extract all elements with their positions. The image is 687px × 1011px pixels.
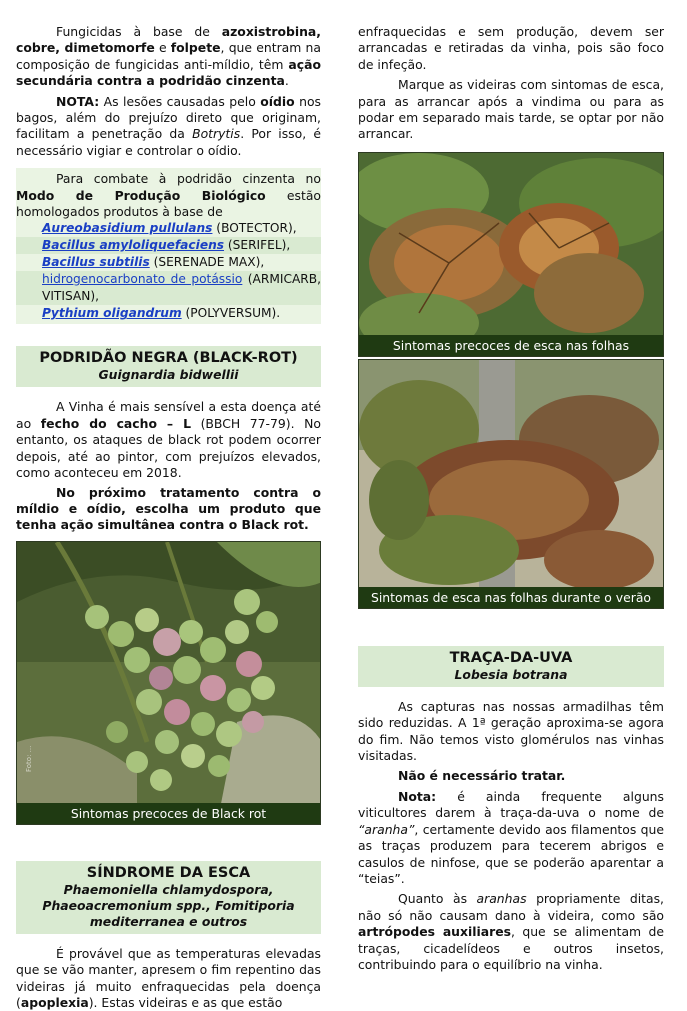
section-subtitle: Guignardia bidwellii <box>98 367 239 383</box>
photo-credit: Foto: ... <box>25 745 33 772</box>
bio-item <box>16 254 321 271</box>
section-title: SÍNDROME DA ESCA <box>86 864 251 881</box>
biological-products-box <box>16 168 321 324</box>
text-bold: Não é necessário tratar. <box>398 768 566 784</box>
photo-caption: Sintomas precoces de esca nas folhas <box>359 335 663 356</box>
text: É provável que as temperaturas elevadas que se vão manter, apresem o fim repentino das videiras já muito enfraquecidas pela doença ( <box>16 945 321 1010</box>
text: (POLYVERSUM). <box>181 306 281 321</box>
text: propriamente ditas, não só não causam dano à videira, como são <box>358 891 664 923</box>
text: . Por isso, é necessário vigiar e controlar o oídio. <box>16 126 321 158</box>
text: ). Estas videiras e as que estão <box>88 994 283 1010</box>
paragraph-traca-nota <box>358 789 664 887</box>
grape-cluster-image <box>17 542 321 824</box>
text-bold: apoplexia <box>20 994 89 1010</box>
paragraph-esca-marking: Marque as videiras com sintomas de esca, para as arrancar após a vindima ou para as podar em separado mais tarde, se optar por não arrancar. <box>358 77 664 142</box>
bio-item <box>16 220 321 237</box>
bio-link[interactable]: Pythium oligandrum <box>42 306 182 321</box>
text-bold: No próximo tratamento contra o míldio e oídio, escolha um produto que tenha ação simultânea contra o Black rot. <box>16 484 321 533</box>
photo-caption: Sintomas de esca nas folhas durante o verão <box>359 587 663 608</box>
text-bold: folpete <box>170 40 221 56</box>
text: , que se alimentam de traças, cicadelídeos e outros insetos, contribuindo para o equilíbrio na vinha. <box>358 924 664 972</box>
text: Para combate à podridão cinzenta no <box>56 171 321 187</box>
text: , que entram na composição de fungicidas anti-míldio, têm <box>16 40 321 72</box>
text: (ARMICARB, VITISAN), <box>42 272 321 304</box>
text-bold: artrópodes auxiliares <box>358 924 511 940</box>
text-bold: NOTA: <box>56 93 100 109</box>
text-bold: fecho do cacho – L <box>40 415 191 431</box>
text: . <box>284 73 289 89</box>
section-subtitle: Lobesia botrana <box>454 666 568 682</box>
section-title: TRAÇA-DA-UVA <box>449 649 573 666</box>
paragraph-fungicides <box>16 24 321 90</box>
bio-item <box>16 271 321 305</box>
esca-early-photo <box>358 152 664 357</box>
section-header-blackrot <box>16 346 321 387</box>
paragraph-traca-no-treatment <box>358 768 664 784</box>
text: Fungicidas à base de <box>56 24 222 39</box>
text: A Vinha é mais sensível a esta doença até ao <box>16 399 321 431</box>
vine-leaves-image <box>359 153 664 356</box>
text-bold: oídio <box>260 93 295 109</box>
bio-link[interactable]: Bacillus amyloliquefaciens <box>42 238 225 253</box>
bio-item <box>16 237 321 254</box>
bio-link[interactable]: Aureobasidium pullulans <box>42 221 213 236</box>
text: (BOTECTOR), <box>212 221 297 236</box>
text-bold: azoxistrobina, cobre, dimetomorfe <box>16 24 321 56</box>
bio-link[interactable]: Bacillus subtilis <box>42 255 150 270</box>
text-italic: aranhas <box>476 891 527 907</box>
paragraph-blackrot-sensitivity <box>16 399 321 481</box>
paragraph-traca-captures: As capturas nas nossas armadilhas têm sido reduzidas. A 1ª geração aproxima-se agora do fim. Não temos visto glomérulos nas vinhas visitadas. <box>358 698 664 764</box>
text: Quanto às <box>398 891 477 907</box>
text: (SERIFEL), <box>224 238 291 253</box>
text: , certamente devido aos filamentos que as traças produzem para tecerem abrigos e casulos de ninfose, que se poderão aparentar a “teias”. <box>358 821 664 886</box>
text: é ainda frequente alguns viticultores darem à traça-da-uva o nome de <box>358 788 664 821</box>
left-column <box>16 0 321 1011</box>
text-bold: ação secundária contra a podridão cinzenta <box>16 56 321 89</box>
text-bold: Nota: <box>398 788 437 804</box>
right-column <box>358 0 664 973</box>
paragraph-blackrot-advice <box>16 485 321 534</box>
paragraph-esca-apoplexy <box>16 946 321 1011</box>
text-italic: “aranha” <box>358 821 415 837</box>
bio-intro <box>16 171 321 220</box>
section-title: PODRIDÃO NEGRA (BLACK-ROT) <box>39 350 298 367</box>
text-bold: Modo de Produção Biológico <box>16 187 266 203</box>
section-subtitle: Phaemoniella chlamydospora, Phaeoacremonium spp., Fomitiporia mediterranea e outros <box>42 881 295 929</box>
vine-summer-image <box>359 360 664 608</box>
text: (BBCH 77-79). No entanto, os ataques de black rot podem ocorrer depois, até ao pintor, com prejuízos elevados, como aconteceu em 2018. <box>16 415 321 481</box>
text: nos bagos, além do prejuízo direto que originam, facilitam a penetração da <box>16 93 321 142</box>
photo-caption: Sintomas precoces de Black rot <box>17 803 320 824</box>
blackrot-photo <box>16 541 321 825</box>
esca-summer-photo <box>358 359 664 609</box>
paragraph-traca-aranhas <box>358 891 664 973</box>
text-italic: Botrytis <box>192 126 241 142</box>
text: As lesões causadas pelo <box>99 93 261 109</box>
bio-link[interactable]: hidrogenocarbonato de potássio <box>42 272 243 287</box>
section-header-esca <box>16 861 321 934</box>
text: e <box>154 40 171 56</box>
bio-item <box>16 305 321 322</box>
section-header-traca <box>358 646 664 687</box>
paragraph-esca-removal: enfraquecidas e sem produção, devem ser arrancadas e retiradas da vinha, pois são foco de infeção. <box>358 24 664 72</box>
text: (SERENADE MAX), <box>149 255 265 270</box>
text: estão homologados produtos à base de <box>16 187 321 220</box>
paragraph-nota-oidio <box>16 94 321 160</box>
